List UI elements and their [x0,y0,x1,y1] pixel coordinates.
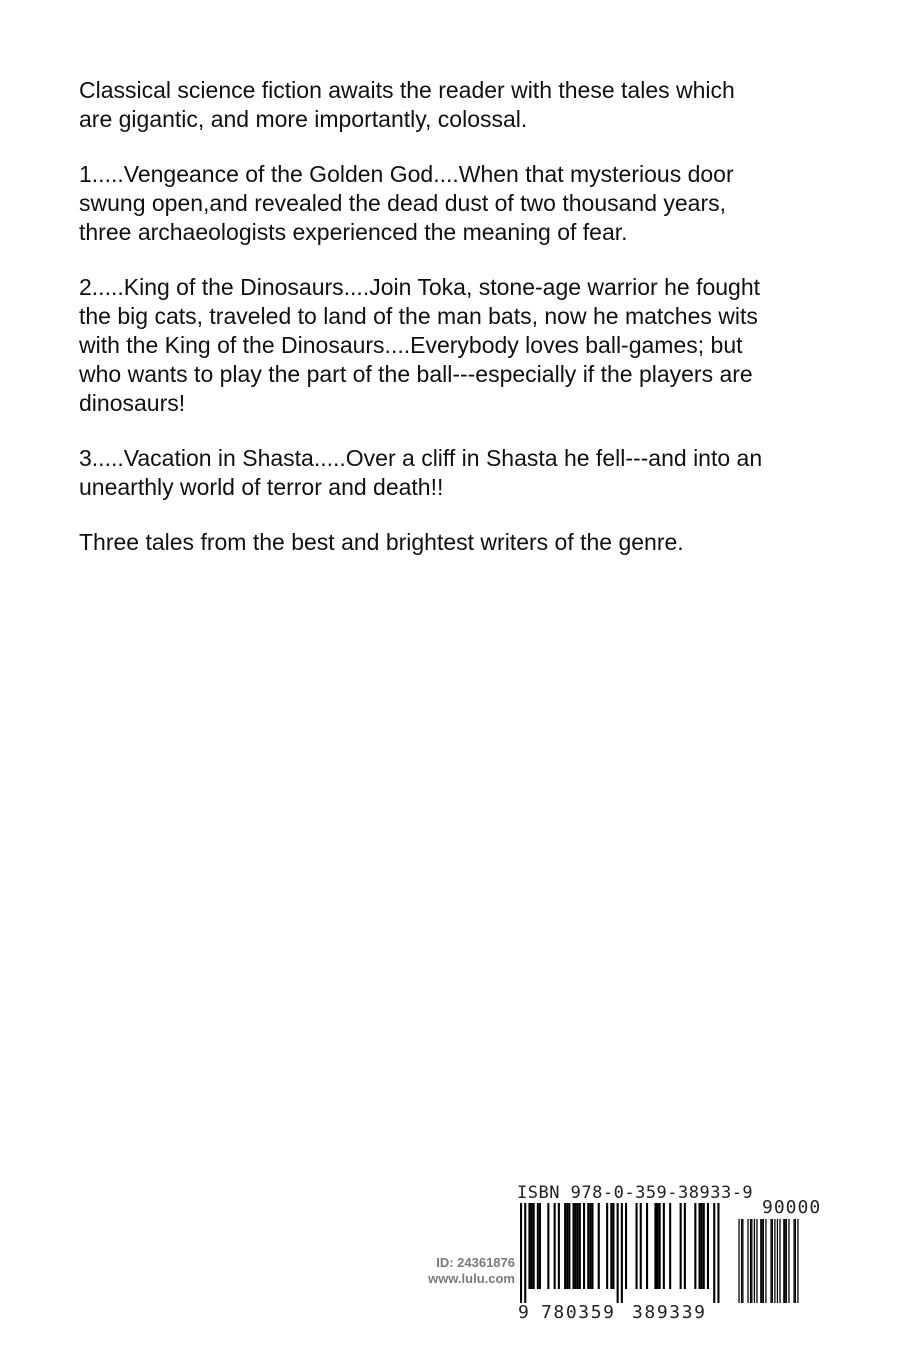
text-line: Classical science fiction awaits the reader with these tales which [79,77,735,103]
barcode-addon-bar [741,1219,742,1303]
barcode-addon-bar [779,1219,780,1303]
publisher-id: ID: 24361876 [436,1255,515,1270]
barcode-addon-bar [742,1219,743,1303]
barcode-bar [533,1203,535,1289]
barcode-bar [587,1203,589,1289]
price-code: 90000 [762,1197,822,1218]
barcode-bar [606,1203,608,1289]
barcode-addon-bar [750,1219,751,1303]
barcode-bar [636,1203,638,1289]
barcode-bar [669,1203,671,1289]
barcode-addon-bar [783,1219,784,1303]
barcode-bar [621,1203,623,1303]
barcode-addon-bar [751,1219,752,1303]
barcode-addon-bar [786,1219,787,1303]
barcode-bar [640,1203,642,1289]
barcode-bar [717,1203,719,1303]
barcode-addon-bar [795,1219,796,1303]
text-line: the big cats, traveled to land of the man bats, now he matches wits [79,303,758,329]
barcode-bar [554,1203,556,1289]
barcode-bar [583,1203,585,1289]
barcode-bar [539,1203,541,1289]
barcode-bar [566,1203,568,1289]
barcode-bar [659,1203,661,1289]
barcode-addon-bar [760,1219,761,1303]
barcode-bar [579,1203,581,1289]
barcode-addon-bar [754,1219,755,1303]
barcode-bar [625,1203,627,1289]
isbn-barcode [520,1203,840,1305]
barcode-addon-bar [738,1219,739,1303]
barcode-bar [547,1203,549,1289]
barcode-bar [680,1203,682,1289]
barcode-bar [573,1203,575,1289]
barcode-bar [701,1203,703,1289]
barcode-bar [537,1203,539,1289]
barcode-bar [531,1203,533,1289]
text-line: three archaeologists experienced the meaning of fear. [79,219,628,245]
barcode-addon-bar [756,1219,757,1303]
barcode-bar [520,1203,522,1303]
barcode-bar [589,1203,591,1289]
barcode-addon-bar [793,1219,794,1303]
closing-paragraph [79,528,879,557]
barcode-addon-bar [770,1219,771,1303]
barcode-bar [684,1203,686,1289]
text-line: dinosaurs! [79,390,186,416]
barcode-addon-bar [747,1219,748,1303]
tale-1-paragraph [79,160,879,247]
barcode-digit-lead: 9 [518,1302,531,1323]
barcode-bar [591,1203,593,1289]
text-line: 1.....Vengeance of the Golden God....When that mysterious door [79,161,734,187]
text-line: who wants to play the part of the ball---especially if the players are [79,361,753,387]
barcode-bar [713,1203,715,1303]
text-line: are gigantic, and more importantly, colossal. [79,106,528,132]
barcode-bar [699,1203,701,1289]
barcode-addon-bar [761,1219,762,1303]
text-line: 3.....Vacation in Shasta.....Over a cliff in Shasta he fell---and into an [79,445,763,471]
barcode-digits-group1: 780359 [541,1302,616,1323]
barcode-bar [528,1203,530,1289]
text-line: swung open,and revealed the dead dust of two thousand years, [79,190,727,216]
barcode-addon-bar [784,1219,785,1303]
barcode-bar [610,1203,612,1289]
text-line: 2.....King of the Dinosaurs....Join Toka, stone-age warrior he fought [79,274,761,300]
barcode-bar [612,1203,614,1289]
barcode-bar [694,1203,696,1289]
barcode-bar [617,1203,619,1303]
barcode-addon-bar [777,1219,778,1303]
barcode-bar [663,1203,665,1289]
barcode-bar [657,1203,659,1289]
barcode-digits-group2: 389339 [632,1302,707,1323]
barcode-bar [558,1203,560,1289]
barcode-bar [577,1203,579,1289]
publisher-url: www.lulu.com [428,1271,515,1286]
text-line: unearthly world of terror and death!! [79,474,444,500]
intro-paragraph [79,76,879,134]
barcode-addon-bar [788,1219,789,1303]
barcode-bar [575,1203,577,1289]
barcode-bar [703,1203,705,1289]
back-cover-blurb [79,76,879,583]
text-line: Three tales from the best and brightest writers of the genre. [79,529,684,555]
barcode-bar [564,1203,566,1289]
tale-2-paragraph [79,273,879,418]
text-line: with the King of the Dinosaurs....Everybody loves ball-games; but [79,332,743,358]
barcode-bar [707,1203,709,1289]
tale-3-paragraph [79,444,879,502]
barcode-bar [646,1203,648,1289]
publisher-info [393,1255,515,1287]
barcode-addon-bar [774,1219,775,1303]
barcode-bar [598,1203,600,1289]
barcode-bar [524,1203,526,1303]
barcode-addon-bar [797,1219,798,1303]
barcode-addon-bar [772,1219,773,1303]
barcode-bar [568,1203,570,1289]
isbn-label: ISBN 978-0-359-38933-9 [517,1183,754,1203]
barcode-bar [654,1203,656,1289]
barcode-addon-bar [763,1219,764,1303]
barcode-addon-bar [765,1219,766,1303]
